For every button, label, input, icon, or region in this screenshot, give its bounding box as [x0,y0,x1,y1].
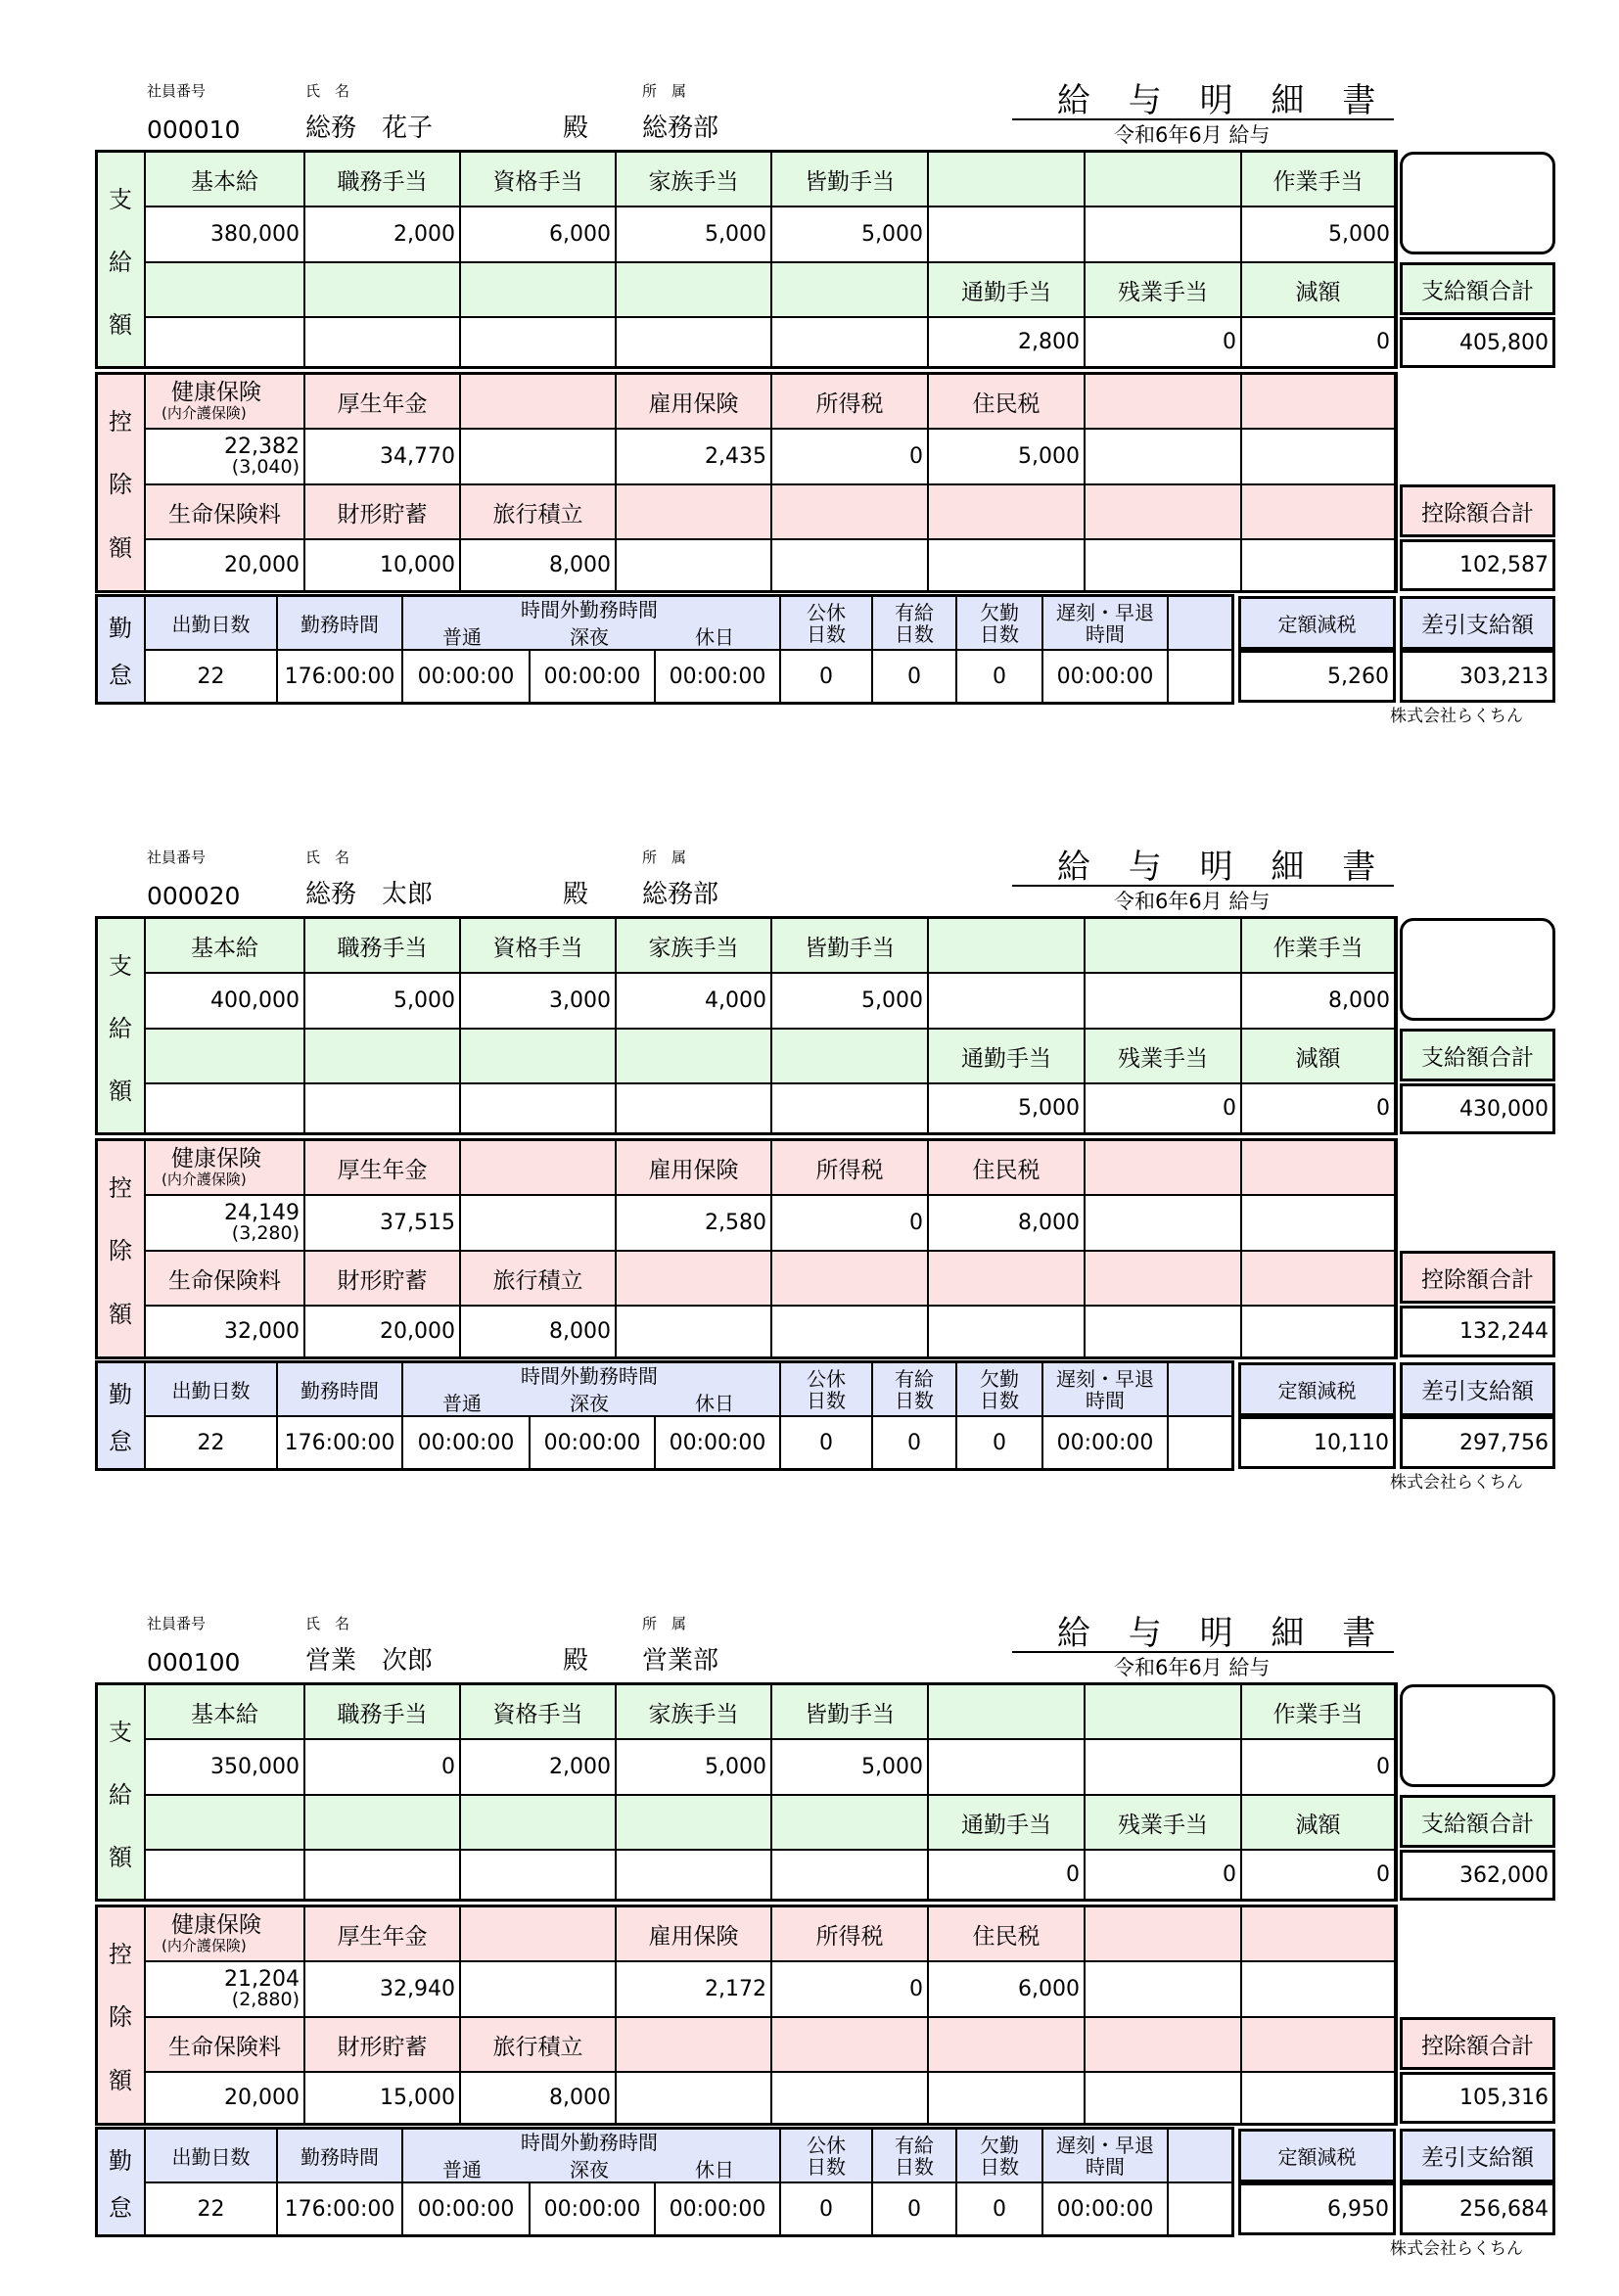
deduction-header-cell: 旅行積立 [460,1251,616,1306]
attendance-value-cell: 22 [145,2182,277,2235]
document-title: 給 与 明 細 書 [1057,1614,1390,1653]
net-pay-label: 差引支給額 [1400,1362,1555,1416]
department-label: 所 属 [642,849,687,866]
employee-number: 000100 [147,1648,241,1676]
late-early-hours-label-line1: 遅刻・早退 [1056,600,1154,624]
deduction-value-cell: 20,000 [145,2072,304,2124]
employee-name: 総務 花子 [305,114,434,143]
section-char: 支 [109,185,132,213]
name-label: 氏 名 [305,1615,350,1632]
attendance-value-cell: 0 [956,650,1042,703]
absence-days-label-line2: 日数 [980,2154,1019,2179]
deduction-value-cell: 0 [771,1195,928,1251]
deduction-header-cell: 雇用保険 [616,1906,771,1961]
public-holiday-days-label-line2: 日数 [807,1388,846,1412]
deduction-header-cell: 雇用保険 [616,374,771,429]
pay-header-cell: 職務手当 [304,918,460,973]
pay-value-cell: 2,000 [460,1739,616,1795]
department-label: 所 属 [642,82,687,100]
pay-value-cell: 5,000 [616,207,771,262]
pay-header-cell: 減額 [1241,262,1395,317]
overtime-night-label: 深夜 [570,2158,609,2181]
nursing-care-value: (2,880) [231,1989,300,2010]
section-char: 額 [109,2067,132,2095]
nursing-care-value: (3,280) [231,1222,300,1244]
deduction-value-cell: 8,000 [460,2072,616,2124]
department-name: 総務部 [642,114,719,143]
deduction-value-cell: 0 [771,429,928,484]
company-name: 株式会社らくちん [1390,1473,1523,1492]
pay-header-cell: 皆勤手当 [771,918,928,973]
title-underline [1012,118,1394,120]
health-insurance-label: 健康保険 [171,380,261,405]
pay-header-cell: 資格手当 [460,1684,616,1739]
health-insurance-label: 健康保険 [171,1912,261,1938]
deduction-header-cell: 住民税 [928,1906,1085,1961]
overtime-night-label: 深夜 [570,1392,609,1415]
pay-total-label: 支給額合計 [1400,1795,1555,1848]
attendance-value-cell: 0 [780,2182,872,2235]
department-name: 総務部 [642,880,719,909]
attendance-days-label: 出勤日数 [145,1362,277,1416]
pay-value-cell: 0 [1241,317,1395,367]
paid-leave-days-label-line1: 有給 [895,1366,934,1391]
pay-total-value: 362,000 [1400,1850,1555,1901]
pay-value-cell: 5,000 [771,207,928,262]
deduction-value-cell: 32,940 [304,1961,460,2017]
pay-header-cell: 基本給 [145,152,304,207]
employee-name: 営業 次郎 [305,1646,434,1676]
deduction-header-cell: 所得税 [771,1906,928,1961]
attendance-value-cell: 22 [145,1416,277,1469]
attendance-value-cell: 22 [145,650,277,703]
attendance-value-cell: 00:00:00 [655,650,780,703]
health-insurance-label: 健康保険 [171,1146,261,1171]
section-char: 怠 [109,2194,132,2223]
name-label: 氏 名 [305,82,350,100]
health-insurance-value: 22,382 [224,435,300,459]
attendance-value-cell: 0 [956,1416,1042,1469]
deduction-header-cell: 財形貯蓄 [304,2017,460,2072]
paid-leave-days-label-line1: 有給 [895,2133,934,2157]
pay-header-cell: 残業手当 [1085,262,1241,317]
employee-number: 000020 [147,882,241,910]
employee-number: 000010 [147,115,241,144]
fixed-tax-reduction-value: 10,110 [1238,1416,1396,1469]
employee-number-label: 社員番号 [147,82,207,100]
section-char: 額 [109,310,132,339]
attendance-value-cell: 0 [872,1416,956,1469]
deduction-value-cell: 5,000 [928,429,1085,484]
deduction-total-label: 控除額合計 [1400,2017,1555,2070]
attendance-value-cell: 0 [872,650,956,703]
pay-period: 令和6年6月 給与 [1114,1656,1271,1679]
pay-header-cell: 通勤手当 [928,1029,1085,1083]
pay-header-cell: 通勤手当 [928,262,1085,317]
attendance-value-cell: 00:00:00 [402,650,530,703]
pay-header-cell: 減額 [1241,1795,1395,1850]
overtime-label: 時間外勤務時間 [521,1364,658,1388]
deduction-frame [95,1138,1398,1359]
pay-header-cell: 家族手当 [616,918,771,973]
deduction-value-cell: 15,000 [304,2072,460,2124]
payslip [0,1533,1619,2296]
deduction-header-cell: 生命保険料 [145,484,304,539]
attendance-value-cell: 0 [780,650,872,703]
deduction-header-cell: 厚生年金 [304,374,460,429]
section-char: 控 [109,407,132,436]
late-early-hours-label-line2: 時間 [1086,2154,1125,2179]
deduction-value-cell: 8,000 [460,1306,616,1357]
section-char: 怠 [109,662,132,690]
deduction-value-cell: 8,000 [928,1195,1085,1251]
work-hours-label: 勤務時間 [277,2129,402,2182]
late-early-hours-label-line2: 時間 [1086,1388,1125,1412]
employee-number-label: 社員番号 [147,1615,207,1632]
deduction-value-cell: 34,770 [304,429,460,484]
pay-value-cell: 350,000 [145,1739,304,1795]
pay-header-cell: 家族手当 [616,1684,771,1739]
absence-days-label-line1: 欠勤 [980,1366,1019,1391]
attendance-value-cell: 0 [780,1416,872,1469]
department-label: 所 属 [642,1615,687,1632]
deduction-header-cell: 生命保険料 [145,1251,304,1306]
public-holiday-days-label-line1: 公休 [807,600,846,624]
attendance-days-label: 出勤日数 [145,596,277,650]
section-char: 額 [109,1077,132,1105]
health-insurance-value: 24,149 [224,1201,300,1225]
deduction-header-cell: 雇用保険 [616,1140,771,1195]
pay-total-label: 支給額合計 [1400,262,1555,315]
net-pay-label: 差引支給額 [1400,2129,1555,2182]
honorific: 殿 [563,880,589,909]
paid-leave-days-label-line2: 日数 [895,2154,934,2179]
pay-value-cell: 0 [928,1850,1085,1900]
deduction-value-cell: 2,580 [616,1195,771,1251]
document-title: 給 与 明 細 書 [1057,848,1390,887]
payslip [0,0,1619,763]
absence-days-label-line1: 欠勤 [980,600,1019,624]
pay-value-cell: 0 [304,1739,460,1795]
deduction-frame [95,372,1398,593]
deduction-value-cell: 37,515 [304,1195,460,1251]
deduction-header-cell: 所得税 [771,374,928,429]
section-char: 額 [109,534,132,563]
deduction-header-cell: 旅行積立 [460,484,616,539]
net-pay-label: 差引支給額 [1400,596,1555,650]
deduction-value-cell: 20,000 [304,1306,460,1357]
section-char: 控 [109,1940,132,1968]
attendance-value-cell: 00:00:00 [1042,650,1168,703]
deduction-total-label: 控除額合計 [1400,484,1555,537]
pay-value-cell: 5,000 [304,973,460,1029]
pay-value-cell: 5,000 [1241,207,1395,262]
section-char: 怠 [109,1428,132,1456]
pay-value-cell: 400,000 [145,973,304,1029]
section-char: 除 [109,1237,132,1265]
overtime-holiday-label: 休日 [695,2158,734,2181]
pay-header-cell: 通勤手当 [928,1795,1085,1850]
title-underline [1012,885,1394,887]
pay-value-cell: 5,000 [771,973,928,1029]
attendance-frame [95,2127,1234,2237]
stamp-box [1400,1684,1555,1787]
deduction-header-cell: 旅行積立 [460,2017,616,2072]
attendance-value-cell: 176:00:00 [277,2182,402,2235]
deduction-value-cell: 0 [771,1961,928,2017]
pay-frame [95,150,1398,369]
pay-header-cell: 資格手当 [460,152,616,207]
deduction-value-cell: 32,000 [145,1306,304,1357]
attendance-value-cell: 00:00:00 [402,1416,530,1469]
pay-value-cell: 4,000 [616,973,771,1029]
pay-total-label: 支給額合計 [1400,1029,1555,1081]
pay-value-cell: 8,000 [1241,973,1395,1029]
work-hours-label: 勤務時間 [277,596,402,650]
section-char: 勤 [109,614,132,642]
deduction-value-cell: 20,000 [145,539,304,591]
deduction-value-cell: 10,000 [304,539,460,591]
deduction-value-cell: 8,000 [460,539,616,591]
stamp-box [1400,918,1555,1021]
pay-header-cell: 残業手当 [1085,1029,1241,1083]
section-char: 支 [109,1718,132,1746]
late-early-hours-label-line1: 遅刻・早退 [1056,2133,1154,2157]
section-char: 勤 [109,2146,132,2175]
deduction-total-value: 105,316 [1400,2072,1555,2124]
pay-total-value: 405,800 [1400,317,1555,368]
pay-value-cell: 0 [1085,1083,1241,1133]
pay-value-cell: 5,000 [771,1739,928,1795]
pay-value-cell: 0 [1241,1850,1395,1900]
deduction-header-cell: 住民税 [928,1140,1085,1195]
fixed-tax-reduction-label: 定額減税 [1238,596,1396,650]
deduction-value-cell: 2,435 [616,429,771,484]
section-char: 額 [109,1301,132,1329]
employee-number-label: 社員番号 [147,849,207,866]
deduction-header-cell: 住民税 [928,374,1085,429]
net-pay-value: 297,756 [1400,1416,1555,1469]
employee-name: 総務 太郎 [305,880,434,909]
pay-header-cell: 皆勤手当 [771,1684,928,1739]
attendance-value-cell: 0 [956,2182,1042,2235]
pay-header-cell: 職務手当 [304,152,460,207]
document-title: 給 与 明 細 書 [1057,81,1390,120]
nursing-care-label: (内介護保険) [162,1937,247,1954]
pay-header-cell: 基本給 [145,1684,304,1739]
pay-header-cell: 作業手当 [1241,918,1395,973]
pay-header-cell: 作業手当 [1241,152,1395,207]
pay-header-cell: 基本給 [145,918,304,973]
attendance-value-cell: 00:00:00 [530,650,655,703]
pay-value-cell: 2,800 [928,317,1085,367]
payslip [0,766,1619,1530]
attendance-value-cell: 00:00:00 [1042,1416,1168,1469]
pay-value-cell: 6,000 [460,207,616,262]
company-name: 株式会社らくちん [1390,707,1523,726]
absence-days-label-line1: 欠勤 [980,2133,1019,2157]
pay-header-cell: 作業手当 [1241,1684,1395,1739]
deduction-header-cell: 厚生年金 [304,1140,460,1195]
name-label: 氏 名 [305,849,350,866]
public-holiday-days-label-line1: 公休 [807,1366,846,1391]
honorific: 殿 [563,114,589,143]
overtime-label: 時間外勤務時間 [521,2131,658,2154]
attendance-value-cell: 00:00:00 [1042,2182,1168,2235]
pay-value-cell: 0 [1085,1850,1241,1900]
overtime-normal-label: 普通 [442,625,482,649]
paid-leave-days-label-line2: 日数 [895,621,934,646]
pay-header-cell: 減額 [1241,1029,1395,1083]
pay-value-cell: 0 [1241,1083,1395,1133]
deduction-frame [95,1905,1398,2126]
overtime-holiday-label: 休日 [695,1392,734,1415]
attendance-value-cell: 00:00:00 [655,1416,780,1469]
fixed-tax-reduction-value: 6,950 [1238,2182,1396,2235]
pay-value-cell: 3,000 [460,973,616,1029]
pay-value-cell: 0 [1085,317,1241,367]
pay-header-cell: 残業手当 [1085,1795,1241,1850]
fixed-tax-reduction-label: 定額減税 [1238,2129,1396,2182]
section-char: 給 [109,248,132,276]
pay-period: 令和6年6月 給与 [1114,123,1271,147]
deduction-value-cell: 6,000 [928,1961,1085,2017]
section-char: 勤 [109,1380,132,1408]
overtime-label: 時間外勤務時間 [521,598,658,621]
public-holiday-days-label-line2: 日数 [807,621,846,646]
pay-header-cell: 職務手当 [304,1684,460,1739]
deduction-header-cell: 財形貯蓄 [304,484,460,539]
nursing-care-value: (3,040) [231,456,300,478]
deduction-header-cell: 生命保険料 [145,2017,304,2072]
absence-days-label-line2: 日数 [980,621,1019,646]
stamp-box [1400,152,1555,254]
section-char: 給 [109,1014,132,1042]
pay-value-cell: 0 [1241,1739,1395,1795]
fixed-tax-reduction-value: 5,260 [1238,650,1396,703]
absence-days-label-line2: 日数 [980,1388,1019,1412]
deduction-header-cell: 財形貯蓄 [304,1251,460,1306]
honorific: 殿 [563,1646,589,1676]
fixed-tax-reduction-label: 定額減税 [1238,1362,1396,1416]
pay-period: 令和6年6月 給与 [1114,890,1271,913]
paid-leave-days-label-line1: 有給 [895,600,934,624]
pay-frame [95,1682,1398,1902]
pay-value-cell: 5,000 [928,1083,1085,1133]
company-name: 株式会社らくちん [1390,2239,1523,2259]
section-char: 控 [109,1173,132,1202]
overtime-holiday-label: 休日 [695,625,734,649]
late-early-hours-label-line2: 時間 [1086,621,1125,646]
overtime-normal-label: 普通 [442,2158,482,2181]
section-char: 除 [109,2003,132,2032]
pay-value-cell: 5,000 [616,1739,771,1795]
pay-total-value: 430,000 [1400,1083,1555,1134]
deduction-total-label: 控除額合計 [1400,1251,1555,1304]
section-char: 額 [109,1843,132,1871]
pay-value-cell: 380,000 [145,207,304,262]
work-hours-label: 勤務時間 [277,1362,402,1416]
net-pay-value: 303,213 [1400,650,1555,703]
attendance-days-label: 出勤日数 [145,2129,277,2182]
attendance-frame [95,594,1234,705]
pay-header-cell: 資格手当 [460,918,616,973]
deduction-total-value: 132,244 [1400,1306,1555,1357]
pay-header-cell: 家族手当 [616,152,771,207]
nursing-care-label: (内介護保険) [162,1171,247,1188]
attendance-value-cell: 176:00:00 [277,1416,402,1469]
attendance-value-cell: 00:00:00 [530,2182,655,2235]
overtime-normal-label: 普通 [442,1392,482,1415]
deduction-value-cell: 2,172 [616,1961,771,2017]
attendance-value-cell: 0 [872,2182,956,2235]
attendance-value-cell: 00:00:00 [530,1416,655,1469]
late-early-hours-label-line1: 遅刻・早退 [1056,1366,1154,1391]
title-underline [1012,1651,1394,1653]
public-holiday-days-label-line1: 公休 [807,2133,846,2157]
attendance-value-cell: 176:00:00 [277,650,402,703]
paid-leave-days-label-line2: 日数 [895,1388,934,1412]
section-char: 給 [109,1780,132,1809]
net-pay-value: 256,684 [1400,2182,1555,2235]
attendance-value-cell: 00:00:00 [402,2182,530,2235]
pay-value-cell: 2,000 [304,207,460,262]
attendance-frame [95,1360,1234,1471]
attendance-value-cell: 00:00:00 [655,2182,780,2235]
health-insurance-value: 21,204 [224,1967,300,1992]
deduction-header-cell: 厚生年金 [304,1906,460,1961]
deduction-header-cell: 所得税 [771,1140,928,1195]
section-char: 支 [109,951,132,980]
public-holiday-days-label-line2: 日数 [807,2154,846,2179]
department-name: 営業部 [642,1646,719,1676]
pay-frame [95,916,1398,1135]
overtime-night-label: 深夜 [570,625,609,649]
deduction-total-value: 102,587 [1400,539,1555,591]
nursing-care-label: (内介護保険) [162,404,247,422]
section-char: 除 [109,471,132,499]
pay-header-cell: 皆勤手当 [771,152,928,207]
